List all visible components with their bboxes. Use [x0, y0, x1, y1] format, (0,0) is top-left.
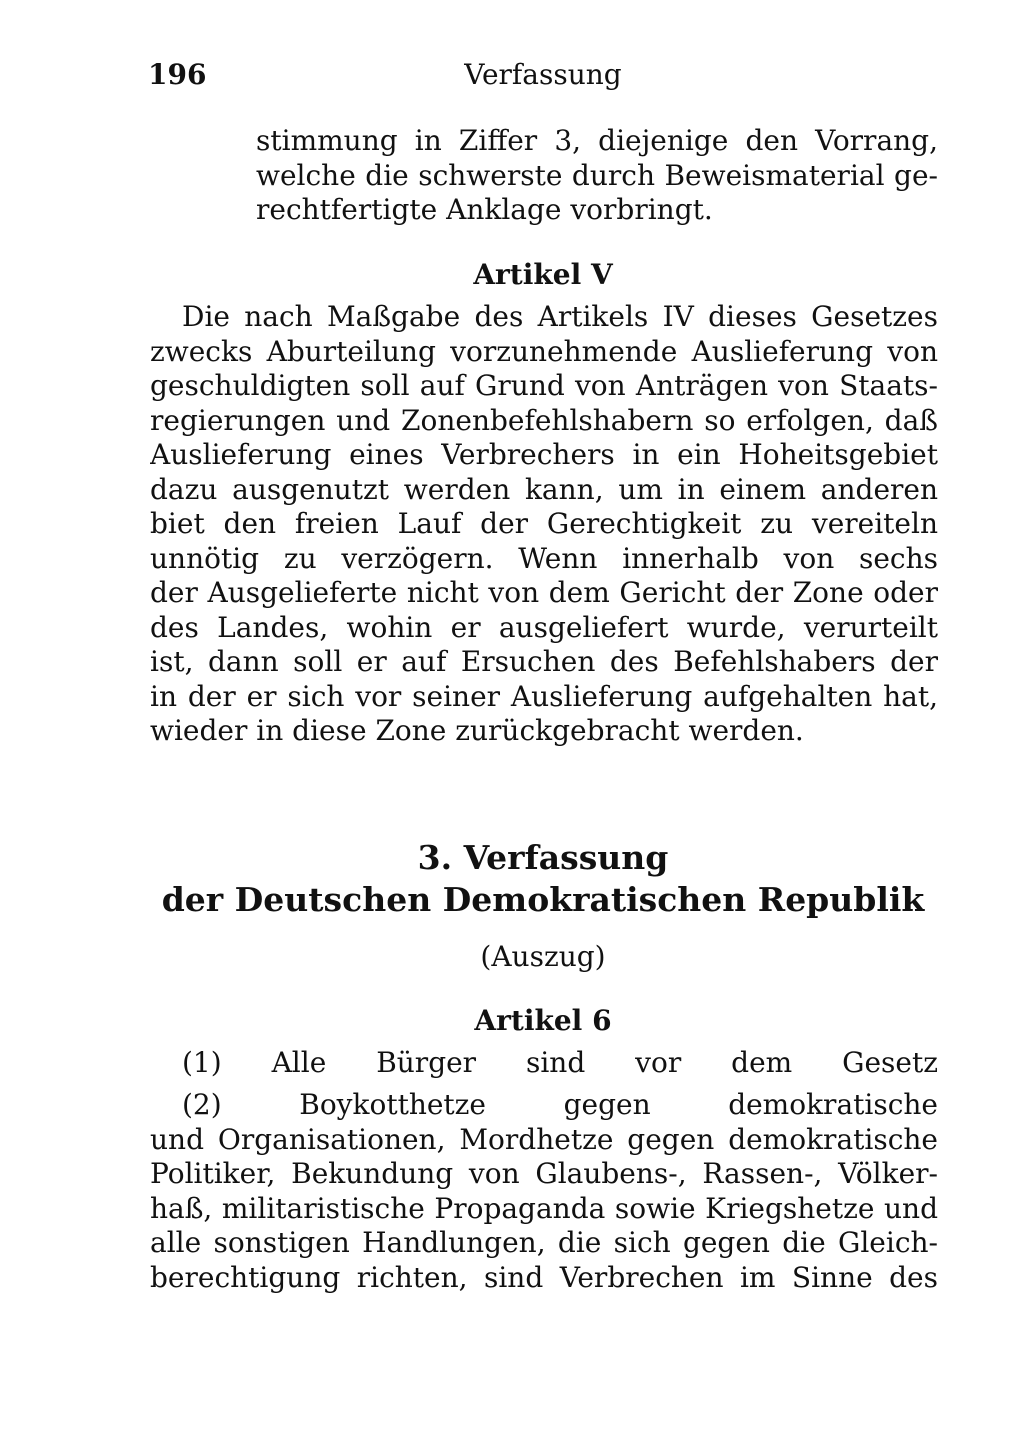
text-line: alle sonstigen Handlungen, die sich gegen die Gleich- [150, 1226, 938, 1259]
text-line: (1) Alle Bürger sind vor dem Gesetz [182, 1046, 938, 1079]
text-line: ist, dann soll er auf Ersuchen des Befehlshabers der [150, 645, 938, 678]
continuation-paragraph [256, 124, 938, 228]
artikel-v-heading: Artikel V [473, 258, 613, 291]
running-title: Verfassung [464, 58, 622, 91]
text-line: geschuldigten soll auf Grund von Anträgen von Staats- [150, 369, 938, 402]
page-header [148, 58, 938, 98]
text-line: und Organisationen, Mordhetze gegen demokratische [150, 1122, 938, 1156]
artikel-v-paragraph [150, 300, 938, 749]
text-line: biet den freien Lauf der Gerechtigkeit zu vereiteln [150, 507, 938, 540]
text-line: berechtigung richten, sind Verbrechen im Sinne des [150, 1260, 938, 1294]
text-line: Politiker, Bekundung von Glaubens-, Rassen-, Völker- [150, 1157, 938, 1190]
text-line: stimmung in Ziffer 3, diejenige den Vorrang, [256, 124, 938, 157]
artikel-6-paragraph-1 [150, 1046, 938, 1081]
artikel-6-paragraph-2 [150, 1088, 938, 1295]
section-title-line-2: der Deutschen Demokratischen Republik [161, 880, 925, 919]
section-title-line-1: 3. Verfassung [417, 838, 669, 877]
text-line: dazu ausgenutzt werden kann, um in einem anderen [150, 472, 938, 506]
artikel-6-heading: Artikel 6 [474, 1004, 612, 1037]
text-line: der Ausgelieferte nicht von dem Gericht der Zone oder [150, 576, 938, 609]
text-line: in der er sich vor seiner Auslieferung aufgehalten hat, [150, 679, 938, 713]
text-line: haß, militaristische Propaganda sowie Kriegshetze und [150, 1191, 938, 1225]
text-line: regierungen und Zonenbefehlshabern so erfolgen, daß [150, 403, 938, 437]
text-line: (2) Boykotthetze gegen demokratische [182, 1088, 938, 1121]
page-number: 196 [148, 58, 207, 91]
text-line: Die nach Maßgabe des Artikels IV dieses Gesetzes [182, 300, 938, 333]
text-line: unnötig zu verzögern. Wenn innerhalb von sechs [150, 541, 938, 575]
text-line: Auslieferung eines Verbrechers in ein Hoheitsgebiet [150, 438, 938, 471]
text-line: wieder in diese Zone zurückgebracht werden. [150, 714, 804, 747]
text-line: welche die schwerste durch Beweismaterial ge- [256, 158, 938, 192]
section-subtitle: (Auszug) [480, 940, 606, 973]
text-line: zwecks Aburteilung vorzunehmende Auslieferung von [150, 334, 938, 368]
text-line: rechtfertigte Anklage vorbringt. [256, 193, 713, 226]
text-line: des Landes, wohin er ausgeliefert wurde, verurteilt [150, 610, 938, 644]
